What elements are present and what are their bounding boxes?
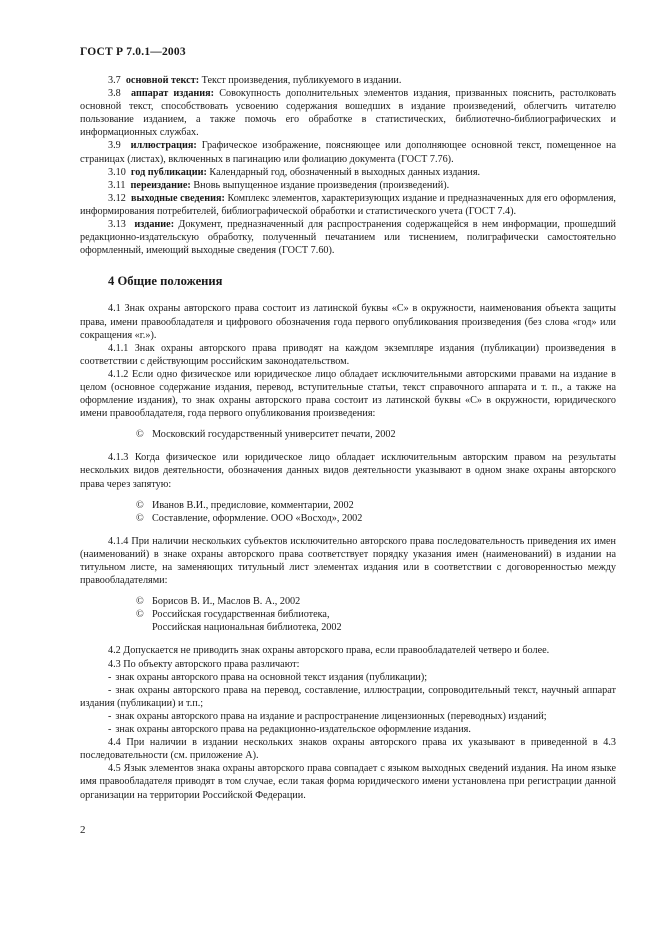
definition-3-11 bbox=[80, 179, 616, 192]
definition-3-9 bbox=[80, 139, 616, 165]
list-item-text: знак охраны авторского права на перевод, составление, иллюстрации, сопроводительный текст, научный аппарат издания (публикации) и т.п.; bbox=[80, 684, 616, 709]
copyright-line bbox=[136, 499, 616, 512]
definition-term: основной текст: bbox=[125, 75, 200, 86]
definition-number: 3.12 bbox=[108, 192, 126, 204]
paragraph-4-1-3: 4.1.3 Когда физическое или юридическое лицо обладает исключительным авторским правом на результаты нескольких видов деятельности, обозначения данных видов деятельности указывают в одном знаке охраны авторского права через запятую: bbox=[80, 452, 616, 490]
dash-marker: - bbox=[108, 671, 112, 683]
definition-number: 3.11 bbox=[108, 179, 126, 191]
document-code-header: ГОСТ Р 7.0.1—2003 bbox=[80, 46, 186, 58]
paragraph-4-5: 4.5 Язык элементов знака охраны авторского права совпадает с языком выходных сведений издания. На ином языке имя правообладателя приводят в том случае, если такая форма юридического имени установлена при регистрации данной организации на территории Российской Федерации. bbox=[80, 763, 616, 801]
definition-3-10 bbox=[80, 166, 616, 179]
page-number: 2 bbox=[80, 824, 86, 836]
copyright-icon: © bbox=[136, 429, 144, 441]
list-item-text: знак охраны авторского права на основной текст издания (публикации); bbox=[115, 671, 428, 683]
definition-text: Календарный год, обозначенный в выходных данных издания. bbox=[209, 166, 481, 178]
copyright-holder: Борисов В. И., Маслов В. А., 2002 bbox=[152, 596, 301, 608]
copyright-icon: © bbox=[136, 499, 144, 511]
paragraph-4-4: 4.4 При наличии в издании нескольких знаков охраны авторского права их указывают в приведенной в 4.3 последовательности (см. приложение А). bbox=[80, 737, 616, 762]
paragraph-4-1-2: 4.1.2 Если одно физическое или юридическое лицо обладает исключительными авторскими правами на издание в целом (основное содержание издания, перевод, вступительные статьи, текст справочного аппарата и т. п., а также на оформление издания), то знак охраны авторского права состоит из латинской буквы «С» в окружности, юридического имени правообладателя, года первого опубликования произведения: bbox=[80, 368, 616, 420]
copyright-line bbox=[136, 428, 616, 441]
copyright-example-2 bbox=[136, 499, 616, 525]
list-item bbox=[80, 671, 616, 684]
section-heading: 4 Общие положения bbox=[108, 274, 223, 289]
definition-text: Вновь выпущенное издание произведения (произведений). bbox=[193, 179, 450, 191]
definition-text: Документ, предназначенный для распространения содержащейся в нем информации, прошедший редакционно-издательскую обработку, полученный печатанием или тиснением, полиграфически самостоятельно оформленный, имеющий выходные сведения (ГОСТ 7.60). bbox=[80, 219, 617, 257]
definition-3-7 bbox=[80, 74, 616, 87]
definition-text: Совокупность дополнительных элементов издания, призванных пояснить, растолковать основной текст, способствовать усвоению содержания вошедших в издание произведений, облегчить читателю пользование изданием, а также помочь его обработке в статистических, библиотечно-библиографических и информационных службах. bbox=[80, 88, 616, 139]
copyright-holder: Российская государственная библиотека, bbox=[152, 609, 330, 621]
list-item bbox=[80, 684, 616, 710]
definition-number: 3.8 bbox=[108, 88, 121, 100]
definition-number: 3.9 bbox=[108, 140, 121, 152]
list-item bbox=[80, 723, 616, 736]
paragraph-4-2: 4.2 Допускается не приводить знак охраны авторского права, если правообладателей четверо и более. bbox=[108, 645, 550, 657]
dash-marker: - bbox=[108, 684, 112, 696]
definition-term: издание: bbox=[134, 219, 175, 231]
dash-marker: - bbox=[108, 710, 112, 722]
list-item bbox=[80, 710, 616, 723]
copyright-line-continued: Российская национальная библиотека, 2002 bbox=[152, 622, 342, 634]
paragraph-4-1-4: 4.1.4 При наличии нескольких субъектов исключительно авторского права последовательность приведения их имен (наименований) в знаке охраны авторского права соответствует порядку указания имен (наименований) в издании на титульном листе, на заменяющих титульный лист элементах издания или в соответствии с договоренностью между правообладателями: bbox=[80, 535, 616, 587]
definition-term: иллюстрация: bbox=[130, 140, 197, 152]
definition-term: выходные сведения: bbox=[131, 192, 225, 204]
copyright-example-3 bbox=[136, 595, 616, 634]
copyright-example-1 bbox=[136, 428, 616, 441]
copyright-icon: © bbox=[136, 609, 144, 621]
copyright-icon: © bbox=[136, 512, 144, 524]
paragraph-4-1: 4.1 Знак охраны авторского права состоит из латинской буквы «С» в окружности, наименования объекта защиты права, имени правообладателя и цифрового обозначения года первого опубликования произведения (без слова «год» или сокращения «г.»). bbox=[80, 303, 616, 341]
definition-text: Графическое изображение, поясняющее или дополняющее основной текст, помещенное на страницах (листах), включенных в пагинацию или фолиацию документа (ГОСТ 7.76). bbox=[80, 140, 617, 165]
copyright-line bbox=[136, 608, 616, 621]
definition-3-12 bbox=[80, 192, 616, 218]
paragraph-4-3: 4.3 По объекту авторского права различают: bbox=[108, 658, 300, 670]
definition-3-8 bbox=[80, 87, 616, 139]
copyright-icon: © bbox=[136, 596, 144, 608]
definition-text: Текст произведения, публикуемого в издании. bbox=[201, 75, 402, 86]
definition-number: 3.13 bbox=[108, 219, 126, 231]
page-content bbox=[80, 74, 616, 802]
paragraph-4-1-1: 4.1.1 Знак охраны авторского права приводят на каждом экземпляре издания (публикации) произведения в соответствии с действующим российским законодательством. bbox=[80, 342, 616, 367]
list-item-text: знак охраны авторского права на редакционно-издательское оформление издания. bbox=[115, 724, 471, 736]
dash-marker: - bbox=[108, 724, 112, 736]
definition-term: аппарат издания: bbox=[130, 88, 215, 100]
copyright-holder: Московский государственный университет печати, 2002 bbox=[152, 429, 396, 441]
definition-3-13 bbox=[80, 218, 616, 257]
copyright-line bbox=[136, 512, 616, 525]
definition-term: переиздание: bbox=[130, 179, 191, 191]
copyright-holder: Иванов В.И., предисловие, комментарии, 2002 bbox=[152, 499, 354, 511]
list-item-text: знак охраны авторского права на издание и распространение лицензионных (переводных) изданий; bbox=[115, 710, 547, 722]
definition-term: год публикации: bbox=[130, 166, 207, 178]
definition-text: Комплекс элементов, характеризующих издание и предназначенных для его оформления, информирования потребителей, библиографической обработки и статистического учета (ГОСТ 7.4). bbox=[80, 192, 616, 217]
definition-number: 3.7 bbox=[108, 75, 121, 86]
definition-number: 3.10 bbox=[108, 166, 126, 178]
copyright-line bbox=[136, 595, 616, 608]
copyright-holder: Составление, оформление. ООО «Восход», 2002 bbox=[152, 512, 363, 524]
